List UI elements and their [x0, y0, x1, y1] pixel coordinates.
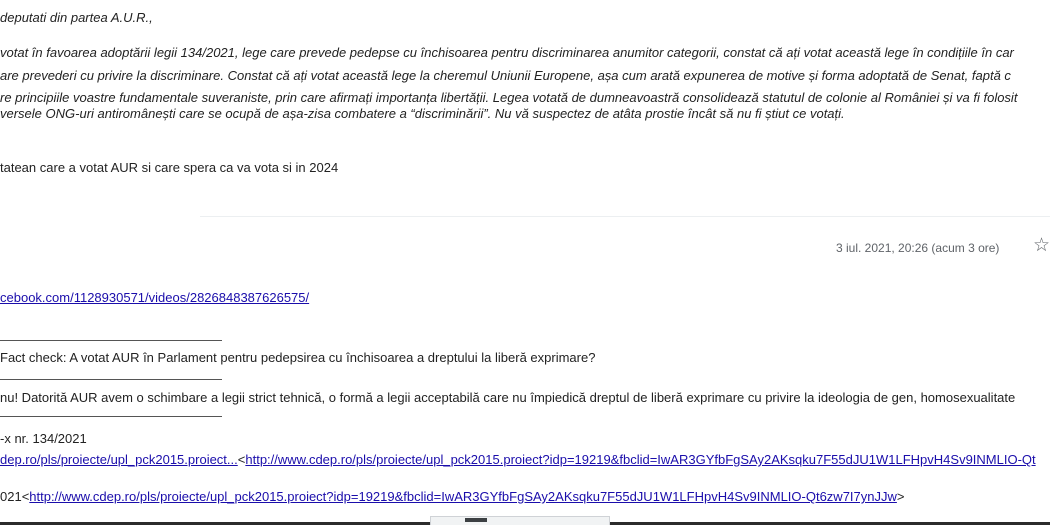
link-bracket-open: < [237, 452, 246, 467]
message-paragraph-line-1: votat în favoarea adoptării legii 134/2021, lege care prevede pedepse cu închisoarea pentru discriminarea anumitor categorii, constat că ați votat această lege în condițiile în car [0, 45, 1014, 60]
star-icon[interactable]: ☆ [1033, 235, 1050, 256]
message-paragraph-line-3: re principiile voastre fundamentale suveraniste, prin care afirmați importanța libertății. Legea votată de dumneavoastră consolidează statutul de colonie al României și va fi folosit [0, 90, 1018, 105]
message-paragraph-line-2: are prevederi cu privire la discriminare. Constat că ați votat această lege la cheremul Uniunii Europene, așa cum arată expunerea de motive și forma adoptată de Senat, faptă c [0, 68, 1011, 83]
cdep-full-link-2[interactable]: http://www.cdep.ro/pls/proiecte/upl_pck2015.proiect?idp=19219&fbclid=IwAR3GYfbFgSAy2AKsqku7F55dJU1W1LFHpvH4Sv9INMLIO-Qt6zw7I7ynJJw [29, 489, 897, 504]
link-bracket-close: > [896, 489, 905, 504]
message-date: 3 iul. 2021, 20:26 (acum 3 ore) [836, 241, 1000, 255]
facebook-video-link[interactable]: cebook.com/1128930571/videos/2826848387626575/ [0, 290, 310, 305]
dashed-separator [0, 379, 222, 380]
message-signature: tatean care a votat AUR si care spera ca va vota si in 2024 [0, 160, 339, 175]
facebook-video-link-container [0, 290, 309, 305]
message-greeting: deputati din partea A.U.R., [0, 10, 153, 25]
dashed-separator [0, 416, 222, 417]
dashed-separator [0, 340, 222, 341]
message-paragraph-line-4: versele ONG-uri antiromânești care se ocupă de așa-zisa combatere a “discriminării”. Nu vă suspectez de atâta prostie încât să nu fi știut ce votați. [0, 106, 845, 121]
message-divider [200, 216, 1050, 217]
cdep-links-row-2 [0, 489, 904, 505]
link-prefix: 021< [0, 489, 30, 504]
bottom-tab-icon [465, 518, 487, 522]
law-reference: -x nr. 134/2021 [0, 431, 87, 446]
bottom-tab[interactable] [430, 516, 610, 525]
cdep-short-link[interactable]: dep.ro/pls/proiecte/upl_pck2015.proiect... [0, 452, 238, 467]
cdep-full-link[interactable]: http://www.cdep.ro/pls/proiecte/upl_pck2015.proiect?idp=19219&fbclid=IwAR3GYfbFgSAy2AKsqku7F55dJU1W1LFHpvH4Sv9INMLIO-Qt [245, 452, 1036, 467]
cdep-links-row [0, 452, 1036, 468]
fact-check-title: Fact check: A votat AUR în Parlament pentru pedepsirea cu închisoarea a dreptului la liberă exprimare? [0, 350, 596, 365]
forwarded-text: nu! Datorită AUR avem o schimbare a legii strict tehnică, o formă a legii acceptabilă care nu împiedică dreptul de liberă exprimare cu privire la ideologia de gen, homosexualitate [0, 390, 1016, 405]
